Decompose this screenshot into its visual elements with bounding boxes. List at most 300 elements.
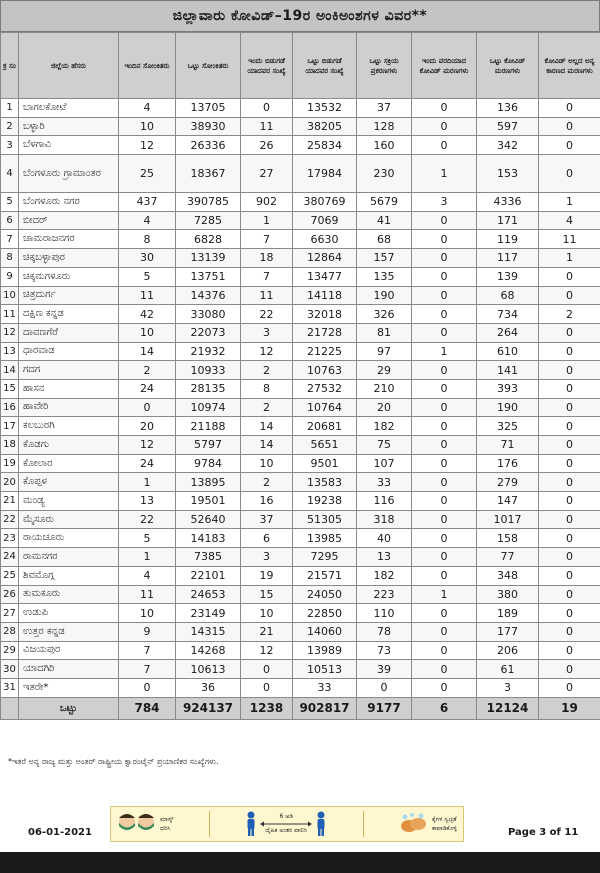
cell-today-cases: 12 — [119, 136, 176, 155]
cell-sl: 30 — [1, 660, 19, 679]
cell-total-cases: 22101 — [176, 566, 241, 585]
cell-total-discharged: 13989 — [293, 641, 357, 660]
cell-sl: 12 — [1, 323, 19, 342]
cell-today-cases: 0 — [119, 678, 176, 697]
table-row — [1, 379, 600, 398]
cell-total-deaths: 77 — [477, 548, 539, 567]
cell-active: 41 — [357, 211, 412, 230]
cell-total-discharged: 13583 — [293, 473, 357, 492]
cell-today-deaths: 0 — [412, 211, 477, 230]
cell-total-discharged: 13985 — [293, 529, 357, 548]
banner-divider — [363, 811, 364, 837]
cell-total-deaths: 136 — [477, 99, 539, 118]
cell-district: ಕೋಲಾರ — [19, 454, 119, 473]
table-row — [1, 267, 600, 286]
cell-active: 110 — [357, 604, 412, 623]
cell-active: 135 — [357, 267, 412, 286]
header-total-deaths: ಒಟ್ಟು ಕೋವಿಡ್ ಮರಣಗಳು — [477, 33, 539, 99]
cell-today-cases: 24 — [119, 454, 176, 473]
cell-today-deaths: 0 — [412, 604, 477, 623]
cell-today-cases: 30 — [119, 249, 176, 268]
cell-active: 318 — [357, 510, 412, 529]
table-row — [1, 641, 600, 660]
cell-district: ಬೆಂಗಳೂರು ನಗರ — [19, 193, 119, 212]
cell-today-deaths: 0 — [412, 361, 477, 380]
cell-total-cases: 18367 — [176, 155, 241, 193]
cell-today-deaths: 0 — [412, 473, 477, 492]
cell-active: 160 — [357, 136, 412, 155]
cell-active: 37 — [357, 99, 412, 118]
cell-total-deaths: 342 — [477, 136, 539, 155]
cell-today-discharged: 2 — [241, 361, 293, 380]
cell-total-cases: 28135 — [176, 379, 241, 398]
cell-today-cases: 42 — [119, 305, 176, 324]
bottom-dark-band — [0, 852, 600, 873]
cell-other-deaths: 0 — [539, 323, 600, 342]
cell-today-discharged: 19 — [241, 566, 293, 585]
cell-today-deaths: 0 — [412, 454, 477, 473]
cell-total-discharged: 7069 — [293, 211, 357, 230]
cell-today-cases: 10 — [119, 323, 176, 342]
cell-total-cases: 13895 — [176, 473, 241, 492]
table-row — [1, 193, 600, 212]
cell-district: ಉಡುಪಿ — [19, 604, 119, 623]
handwash-icon — [399, 811, 429, 837]
cell-today-deaths: 0 — [412, 286, 477, 305]
cell-active: 81 — [357, 323, 412, 342]
cell-total-deaths: 610 — [477, 342, 539, 361]
cell-total-cases: 22073 — [176, 323, 241, 342]
cell-today-cases: 14 — [119, 342, 176, 361]
table-row — [1, 678, 600, 697]
cell-other-deaths: 0 — [539, 267, 600, 286]
mask-text-1: ಮಾಸ್ಕ್ — [160, 816, 174, 823]
cell-sl: 20 — [1, 473, 19, 492]
cell-district: ತುಮಕೂರು — [19, 585, 119, 604]
totals-today-cases: 784 — [119, 697, 176, 719]
cell-active: 5679 — [357, 193, 412, 212]
cell-other-deaths: 0 — [539, 155, 600, 193]
distance-value: 6 ಅಡಿ — [279, 813, 293, 820]
cell-today-cases: 11 — [119, 286, 176, 305]
masked-face-icon — [117, 810, 157, 838]
cell-today-deaths: 3 — [412, 193, 477, 212]
cell-sl: 31 — [1, 678, 19, 697]
table-row — [1, 510, 600, 529]
cell-total-discharged: 10764 — [293, 398, 357, 417]
cell-total-deaths: 176 — [477, 454, 539, 473]
table-row — [1, 286, 600, 305]
cell-today-deaths: 0 — [412, 230, 477, 249]
cell-today-discharged: 0 — [241, 678, 293, 697]
cell-today-discharged: 902 — [241, 193, 293, 212]
cell-sl: 25 — [1, 566, 19, 585]
cell-today-discharged: 14 — [241, 417, 293, 436]
cell-total-discharged: 7295 — [293, 548, 357, 567]
cell-today-deaths: 0 — [412, 548, 477, 567]
cell-total-discharged: 10763 — [293, 361, 357, 380]
cell-today-cases: 13 — [119, 492, 176, 511]
cell-active: 157 — [357, 249, 412, 268]
cell-total-cases: 13751 — [176, 267, 241, 286]
header-today-discharged: ಇಂದು ಬಿಡುಗಡೆ ಯಾದವರ ಸಂಖ್ಯೆ — [241, 33, 293, 99]
cell-today-deaths: 0 — [412, 267, 477, 286]
cell-today-deaths: 0 — [412, 136, 477, 155]
cell-today-cases: 10 — [119, 604, 176, 623]
cell-today-discharged: 12 — [241, 342, 293, 361]
cell-today-cases: 12 — [119, 436, 176, 455]
cell-other-deaths: 0 — [539, 454, 600, 473]
cell-other-deaths: 0 — [539, 510, 600, 529]
cell-today-discharged: 3 — [241, 323, 293, 342]
cell-today-deaths: 0 — [412, 529, 477, 548]
cell-total-deaths: 325 — [477, 417, 539, 436]
totals-sl — [1, 697, 19, 719]
cell-total-deaths: 348 — [477, 566, 539, 585]
cell-total-discharged: 19238 — [293, 492, 357, 511]
table-header-row — [1, 33, 600, 99]
cell-today-cases: 437 — [119, 193, 176, 212]
cell-sl: 10 — [1, 286, 19, 305]
cell-district: ರಾಮನಗರ — [19, 548, 119, 567]
cell-today-discharged: 26 — [241, 136, 293, 155]
header-total-discharged: ಒಟ್ಟು ಬಿಡುಗಡೆ ಯಾದವರ ಸಂಖ್ಯೆ — [293, 33, 357, 99]
cell-district: ಚಿಕ್ಕಮಗಳೂರು — [19, 267, 119, 286]
cell-total-discharged: 20681 — [293, 417, 357, 436]
cell-total-discharged: 5651 — [293, 436, 357, 455]
cell-total-cases: 21932 — [176, 342, 241, 361]
cell-today-discharged: 10 — [241, 604, 293, 623]
cell-total-cases: 390785 — [176, 193, 241, 212]
cell-today-discharged: 15 — [241, 585, 293, 604]
cell-total-deaths: 4336 — [477, 193, 539, 212]
cell-today-discharged: 11 — [241, 286, 293, 305]
cell-active: 107 — [357, 454, 412, 473]
totals-active: 9177 — [357, 697, 412, 719]
cell-other-deaths: 11 — [539, 230, 600, 249]
header-total-cases: ಒಟ್ಟು ಸೋಂಕಿತರು — [176, 33, 241, 99]
handwash-segment — [399, 811, 457, 837]
distance-segment — [245, 811, 327, 837]
cell-other-deaths: 0 — [539, 473, 600, 492]
cell-total-cases: 14183 — [176, 529, 241, 548]
cell-sl: 13 — [1, 342, 19, 361]
person-icon — [315, 811, 327, 837]
cell-other-deaths: 0 — [539, 99, 600, 118]
cell-today-deaths: 0 — [412, 99, 477, 118]
cell-active: 223 — [357, 585, 412, 604]
cell-sl: 17 — [1, 417, 19, 436]
person-icon — [245, 811, 257, 837]
header-active: ಒಟ್ಟು ಸಕ್ರಿಯ ಪ್ರಕರಣಗಳು — [357, 33, 412, 99]
cell-today-discharged: 3 — [241, 548, 293, 567]
header-district: ಜಿಲ್ಲೆಯ ಹೆಸರು — [19, 33, 119, 99]
cell-district: ಯಾದಗಿರಿ — [19, 660, 119, 679]
cell-other-deaths: 0 — [539, 398, 600, 417]
page-title: ಜಿಲ್ಲಾವಾರು ಕೋವಿಡ್–19ರ ಅಂಕಿಅಂಶಗಳ ವಿವರ** — [0, 0, 600, 32]
cell-today-cases: 7 — [119, 660, 176, 679]
cell-active: 75 — [357, 436, 412, 455]
cell-total-cases: 36 — [176, 678, 241, 697]
cell-total-cases: 23149 — [176, 604, 241, 623]
cell-total-cases: 24653 — [176, 585, 241, 604]
table-row — [1, 492, 600, 511]
cell-sl: 22 — [1, 510, 19, 529]
cell-total-discharged: 14060 — [293, 622, 357, 641]
cell-district: ವಿಜಯಪುರ — [19, 641, 119, 660]
cell-today-discharged: 8 — [241, 379, 293, 398]
mask-text-2: ಧರಿಸಿ — [160, 825, 171, 832]
cell-sl: 27 — [1, 604, 19, 623]
cell-today-deaths: 0 — [412, 622, 477, 641]
totals-total-cases: 924137 — [176, 697, 241, 719]
cell-sl: 21 — [1, 492, 19, 511]
cell-today-discharged: 10 — [241, 454, 293, 473]
table-row — [1, 548, 600, 567]
cell-total-cases: 9784 — [176, 454, 241, 473]
cell-total-deaths: 68 — [477, 286, 539, 305]
cell-district: ಕೊಡಗು — [19, 436, 119, 455]
cell-other-deaths: 0 — [539, 361, 600, 380]
cell-total-discharged: 17984 — [293, 155, 357, 193]
totals-row — [1, 697, 600, 719]
table-row — [1, 305, 600, 324]
cell-total-discharged: 32018 — [293, 305, 357, 324]
cell-total-discharged: 27532 — [293, 379, 357, 398]
cell-today-deaths: 1 — [412, 155, 477, 193]
cell-district: ಬೆಂಗಳೂರು ಗ್ರಾಮಾಂತರ — [19, 155, 119, 193]
cell-today-cases: 25 — [119, 155, 176, 193]
cell-other-deaths: 0 — [539, 604, 600, 623]
cell-other-deaths: 0 — [539, 417, 600, 436]
table-row — [1, 342, 600, 361]
table-row — [1, 155, 600, 193]
cell-total-deaths: 177 — [477, 622, 539, 641]
wash-text-2: ಕಾಪಾಡಿಕೊಳ್ಳಿ — [431, 825, 457, 832]
cell-other-deaths: 0 — [539, 342, 600, 361]
table-row — [1, 398, 600, 417]
cell-active: 230 — [357, 155, 412, 193]
cell-other-deaths: 0 — [539, 622, 600, 641]
cell-today-deaths: 0 — [412, 492, 477, 511]
cell-total-cases: 13705 — [176, 99, 241, 118]
cell-total-deaths: 3 — [477, 678, 539, 697]
cell-total-deaths: 734 — [477, 305, 539, 324]
cell-total-deaths: 119 — [477, 230, 539, 249]
cell-active: 190 — [357, 286, 412, 305]
totals-today-deaths: 6 — [412, 697, 477, 719]
cell-sl: 2 — [1, 117, 19, 136]
cell-today-discharged: 27 — [241, 155, 293, 193]
cell-today-cases: 22 — [119, 510, 176, 529]
cell-today-discharged: 16 — [241, 492, 293, 511]
cell-active: 73 — [357, 641, 412, 660]
cell-district: ಹಾಸನ — [19, 379, 119, 398]
cell-sl: 7 — [1, 230, 19, 249]
cell-today-cases: 1 — [119, 473, 176, 492]
cell-total-discharged: 21571 — [293, 566, 357, 585]
header-sl: ಕ್ರ ಸಂ — [1, 33, 19, 99]
cell-today-deaths: 0 — [412, 641, 477, 660]
cell-today-deaths: 0 — [412, 305, 477, 324]
cell-today-cases: 5 — [119, 529, 176, 548]
cell-today-deaths: 0 — [412, 379, 477, 398]
cell-total-discharged: 51305 — [293, 510, 357, 529]
cell-total-cases: 10613 — [176, 660, 241, 679]
cell-total-discharged: 13477 — [293, 267, 357, 286]
cell-today-discharged: 7 — [241, 267, 293, 286]
cell-today-cases: 8 — [119, 230, 176, 249]
cell-total-deaths: 189 — [477, 604, 539, 623]
cell-total-deaths: 597 — [477, 117, 539, 136]
distance-arrow-icon — [260, 821, 312, 827]
cell-total-deaths: 71 — [477, 436, 539, 455]
cell-district: ಕೊಪ್ಪಳ — [19, 473, 119, 492]
covid-awareness-banner — [110, 806, 464, 842]
cell-sl: 28 — [1, 622, 19, 641]
cell-active: 68 — [357, 230, 412, 249]
cell-sl: 23 — [1, 529, 19, 548]
cell-sl: 11 — [1, 305, 19, 324]
cell-today-cases: 4 — [119, 566, 176, 585]
table-row — [1, 136, 600, 155]
cell-total-discharged: 12864 — [293, 249, 357, 268]
cell-sl: 4 — [1, 155, 19, 193]
cell-total-cases: 52640 — [176, 510, 241, 529]
cell-total-deaths: 158 — [477, 529, 539, 548]
cell-sl: 1 — [1, 99, 19, 118]
cell-total-deaths: 1017 — [477, 510, 539, 529]
table-row — [1, 566, 600, 585]
cell-other-deaths: 0 — [539, 286, 600, 305]
header-other-deaths: ಕೋವಿಡ್ ಅಲ್ಲದ ಅನ್ಯ ಕಾರಣದ ಮರಣಗಳು — [539, 33, 600, 99]
cell-other-deaths: 0 — [539, 529, 600, 548]
cell-today-cases: 7 — [119, 641, 176, 660]
table-row — [1, 323, 600, 342]
cell-district: ಚಿತ್ರದುರ್ಗ — [19, 286, 119, 305]
totals-today-discharged: 1238 — [241, 697, 293, 719]
cell-active: 33 — [357, 473, 412, 492]
cell-today-deaths: 0 — [412, 249, 477, 268]
cell-today-deaths: 1 — [412, 585, 477, 604]
cell-sl: 14 — [1, 361, 19, 380]
cell-total-discharged: 33 — [293, 678, 357, 697]
cell-sl: 16 — [1, 398, 19, 417]
cell-district: ದಕ್ಷಿಣ ಕನ್ನಡ — [19, 305, 119, 324]
cell-today-discharged: 22 — [241, 305, 293, 324]
cell-total-cases: 7385 — [176, 548, 241, 567]
cell-today-discharged: 1 — [241, 211, 293, 230]
cell-total-deaths: 141 — [477, 361, 539, 380]
cell-today-discharged: 37 — [241, 510, 293, 529]
cell-today-discharged: 21 — [241, 622, 293, 641]
cell-today-discharged: 0 — [241, 660, 293, 679]
cell-sl: 8 — [1, 249, 19, 268]
cell-total-cases: 33080 — [176, 305, 241, 324]
district-covid-table — [0, 32, 600, 720]
cell-today-deaths: 0 — [412, 510, 477, 529]
cell-today-cases: 11 — [119, 585, 176, 604]
cell-total-cases: 19501 — [176, 492, 241, 511]
banner-divider — [209, 811, 210, 837]
cell-total-deaths: 139 — [477, 267, 539, 286]
cell-today-cases: 4 — [119, 211, 176, 230]
cell-sl: 24 — [1, 548, 19, 567]
cell-total-cases: 14268 — [176, 641, 241, 660]
cell-total-cases: 14315 — [176, 622, 241, 641]
cell-total-cases: 10933 — [176, 361, 241, 380]
cell-district: ಉತ್ತರ ಕನ್ನಡ — [19, 622, 119, 641]
cell-sl: 3 — [1, 136, 19, 155]
table-row — [1, 117, 600, 136]
cell-total-deaths: 393 — [477, 379, 539, 398]
cell-district: ಹಾವೇರಿ — [19, 398, 119, 417]
table-row — [1, 454, 600, 473]
cell-district: ಕಲಬುರಗಿ — [19, 417, 119, 436]
cell-active: 116 — [357, 492, 412, 511]
cell-district: ಚಿಕ್ಕಬಳ್ಳಾಪುರ — [19, 249, 119, 268]
cell-today-discharged: 12 — [241, 641, 293, 660]
cell-other-deaths: 1 — [539, 193, 600, 212]
cell-sl: 6 — [1, 211, 19, 230]
cell-today-discharged: 2 — [241, 473, 293, 492]
cell-total-discharged: 10513 — [293, 660, 357, 679]
cell-other-deaths: 0 — [539, 641, 600, 660]
cell-today-cases: 5 — [119, 267, 176, 286]
cell-total-cases: 26336 — [176, 136, 241, 155]
cell-today-cases: 4 — [119, 99, 176, 118]
cell-district: ದಾವಣಗೆರೆ — [19, 323, 119, 342]
cell-sl: 15 — [1, 379, 19, 398]
cell-district: ಬಳ್ಳಾರಿ — [19, 117, 119, 136]
table-row — [1, 622, 600, 641]
cell-today-deaths: 0 — [412, 436, 477, 455]
cell-sl: 26 — [1, 585, 19, 604]
table-row — [1, 529, 600, 548]
cell-active: 0 — [357, 678, 412, 697]
cell-total-deaths: 279 — [477, 473, 539, 492]
cell-today-cases: 24 — [119, 379, 176, 398]
cell-other-deaths: 0 — [539, 117, 600, 136]
cell-today-deaths: 0 — [412, 566, 477, 585]
cell-district: ಗದಗ — [19, 361, 119, 380]
table-row — [1, 660, 600, 679]
cell-other-deaths: 2 — [539, 305, 600, 324]
cell-active: 97 — [357, 342, 412, 361]
cell-district: ಬೀದರ್ — [19, 211, 119, 230]
cell-total-cases: 10974 — [176, 398, 241, 417]
cell-active: 20 — [357, 398, 412, 417]
cell-today-deaths: 0 — [412, 117, 477, 136]
cell-total-deaths: 147 — [477, 492, 539, 511]
totals-total-deaths: 12124 — [477, 697, 539, 719]
cell-total-discharged: 21225 — [293, 342, 357, 361]
cell-district: ಇತರೇ* — [19, 678, 119, 697]
cell-district: ಧಾರವಾಡ — [19, 342, 119, 361]
cell-other-deaths: 0 — [539, 678, 600, 697]
table-row — [1, 604, 600, 623]
cell-total-cases: 38930 — [176, 117, 241, 136]
table-row — [1, 99, 600, 118]
cell-active: 210 — [357, 379, 412, 398]
table-row — [1, 230, 600, 249]
cell-total-discharged: 13532 — [293, 99, 357, 118]
cell-total-discharged: 9501 — [293, 454, 357, 473]
cell-active: 78 — [357, 622, 412, 641]
cell-district: ಚಾಮರಾಜನಗರ — [19, 230, 119, 249]
cell-total-deaths: 264 — [477, 323, 539, 342]
cell-today-discharged: 6 — [241, 529, 293, 548]
